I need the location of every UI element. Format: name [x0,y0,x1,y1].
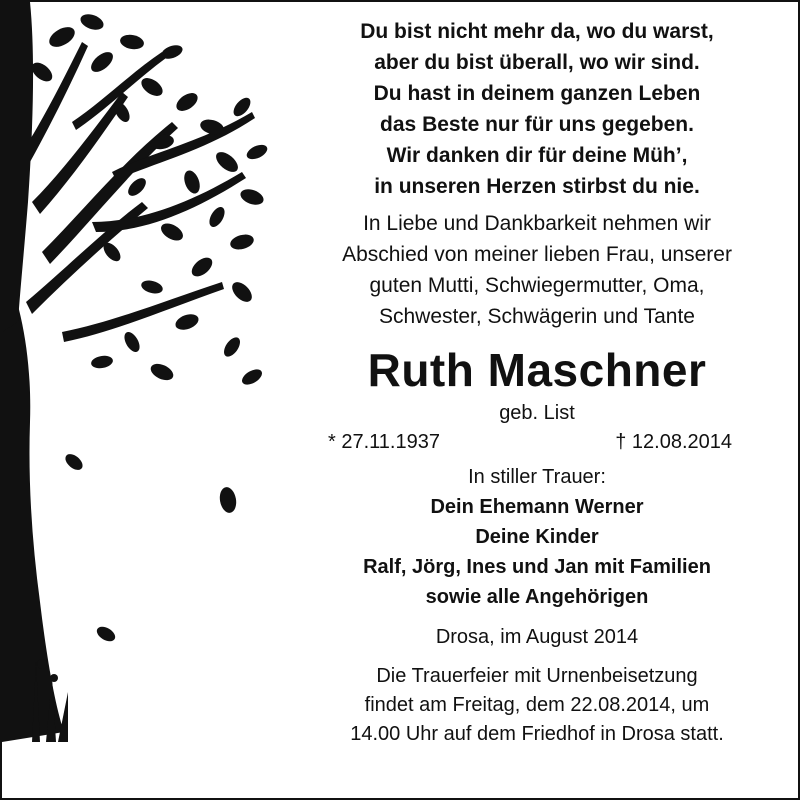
funeral-line: Die Trauerfeier mit Urnenbeisetzung [376,665,698,687]
tree-silhouette-icon [2,2,302,798]
poem-line: aber du bist überall, wo wir sind. [374,51,700,74]
intro-line: In Liebe und Dankbarkeit nehmen wir [363,212,711,235]
poem-line: Du bist nicht mehr da, wo du warst, [360,20,714,43]
mourners-list [302,492,772,612]
born-name: geb. List [499,402,575,424]
notice-text [302,16,772,749]
mourner-line: Deine Kinder [475,526,599,548]
life-dates [302,426,772,458]
funeral-line: 14.00 Uhr auf dem Friedhof in Drosa statt. [350,723,724,745]
birth-date: * 27.11.1937 [328,431,440,453]
memorial-poem [302,16,772,202]
mourner-line: Ralf, Jörg, Ines und Jan mit Familien [363,556,711,578]
deceased-name: Ruth Maschner [367,344,707,396]
funeral-info [302,662,772,749]
funeral-line: findet am Freitag, dem 22.08.2014, um [364,694,710,716]
intro-line: Abschied von meiner lieben Frau, unserer [342,243,732,266]
mourning-intro: In stiller Trauer: [468,466,606,488]
poem-line: Du hast in deinem ganzen Leben [373,82,701,105]
mourner-line: sowie alle Angehörigen [425,586,649,608]
farewell-intro [302,208,772,332]
poem-line: Wir danken dir für deine Müh’, [386,144,688,167]
poem-line: das Beste nur für uns gegeben. [380,113,694,136]
place-date: Drosa, im August 2014 [435,626,639,648]
mourner-line: Dein Ehemann Werner [430,496,644,518]
intro-line: Schwester, Schwägerin und Tante [379,305,695,328]
death-date: † 12.08.2014 [615,431,732,453]
intro-line: guten Mutti, Schwiegermutter, Oma, [369,274,705,297]
poem-line: in unseren Herzen stirbst du nie. [374,175,700,198]
